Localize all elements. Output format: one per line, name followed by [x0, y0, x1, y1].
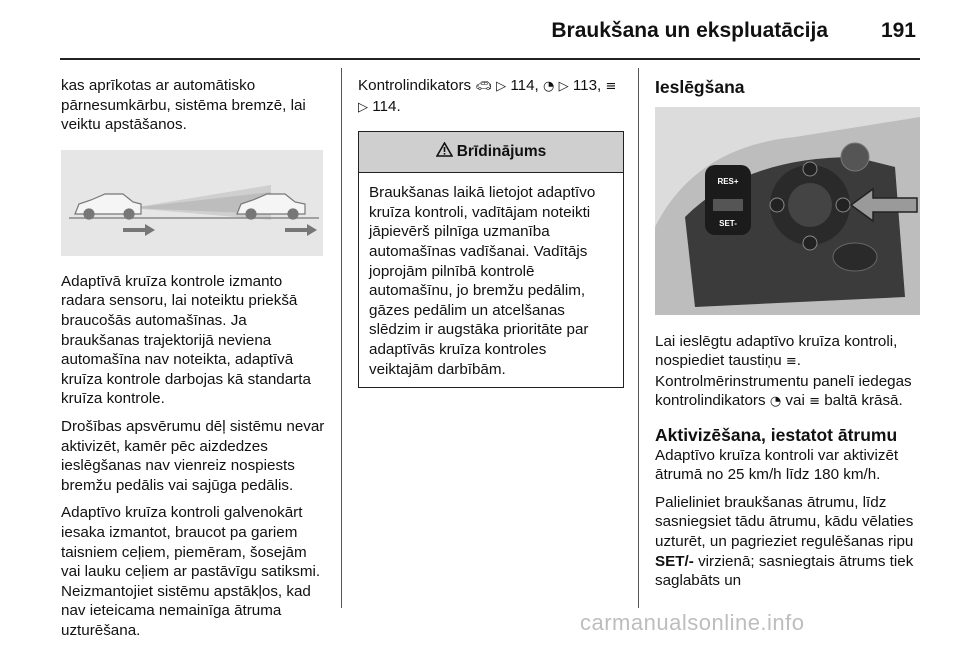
adaptive-cruise-icon: ≡ — [605, 79, 617, 94]
column-left — [61, 76, 327, 648]
page-reference-icon: ▷ — [558, 79, 569, 94]
warning-box — [358, 131, 624, 388]
limiter-button — [833, 243, 877, 271]
steering-wheel-controls-photo — [655, 107, 920, 315]
page-number: 191 — [880, 19, 916, 42]
paragraph: Adaptīvā kruīza kontrole izmanto radara sensoru, lai noteiktu priekšā braucošās automašīnas. Ja braukšanas trajektorijā neviena automašīna nav noteikta, adaptīvā kruīza kontrole darbojas kā standarta kruīza kontrole. — [61, 272, 311, 408]
adaptive-cruise-icon: ≡ — [785, 354, 797, 370]
car-behind-icon — [75, 194, 141, 219]
paragraph: Adaptīvo kruīza kontroli galvenokārt iesaka izmantot, braucot pa gariem taisniem ceļiem, piemēram, šosejām vai lauku ceļiem ar pastāvīgu satiksmi. Neizmantojiet sistēmu apstākļos, kad nav ieteicama nemainīga ātruma uzturēšana. — [61, 504, 321, 639]
page-reference-icon: ▷ — [358, 99, 368, 115]
column-right — [655, 76, 923, 599]
column-middle — [358, 76, 624, 388]
set-minus-label: SET- — [719, 218, 737, 228]
radar-illustration — [61, 150, 323, 256]
cruise-icon: ◔ — [769, 394, 782, 410]
paragraph: Drošības apsvērumu dēļ sistēmu nevar aktivizēt, kamēr pēc aizdedzes ieslēgšanas nav vienreiz nospiests bremžu pedālis vai sajūga pedālis. — [61, 417, 325, 494]
paragraph: Adaptīvo kruīza kontroli var aktivizēt ātrumā no 25 km/h līdz 180 km/h. — [655, 446, 899, 484]
heading-ieslegsana: Ieslēgšana — [655, 77, 745, 97]
watermark: carmanualsonline.info — [580, 610, 805, 635]
res-plus-label: RES+ — [717, 176, 739, 186]
warning-header — [359, 132, 623, 173]
car-icon: 🚗︎ — [475, 79, 492, 94]
adaptive-cruise-icon: ≡ — [809, 394, 820, 410]
section-title: Braukšana un ekspluatācija — [551, 19, 828, 42]
column-divider — [341, 68, 342, 608]
paragraph: Palieliniet braukšanas ātrumu, līdz sasniegsiet tādu ātrumu, kādu vēlaties uzturēt, un pagrieziet regulēšanas ripu SET/- virzienā; sasniegtais ātrums tiek saglabāts un — [655, 493, 914, 590]
page-header — [0, 0, 960, 62]
warning-triangle-icon — [436, 142, 453, 163]
indicator-reference: Kontrolindikators 🚗︎ ▷ 114, ◔ ▷ 113, ≡ ▷ 114. — [358, 77, 617, 115]
paragraph: kas aprīkotas ar automātisko pārnesumkārbu, sistēma bremzē, lai veiktu apstāšanos. — [61, 77, 306, 134]
set-minus-reference: SET/- — [655, 552, 694, 570]
direction-arrow-icon — [123, 224, 155, 236]
warning-text: Braukšanas laikā lietojot adaptīvo kruīza kontroli, vadītājam noteikti jāpievērš pilnīga uzmanība automašīnas vadīšanai. Vadītājs joprojām pilnībā kontrolē automašīnu, jo bremžu pedālim, gāzes pedālim un atcelšanas slēdzim ir augstāka prioritāte par adaptīvās kruīza kontroles veiktajām darbībām. — [369, 184, 596, 378]
cruise-icon: ◔ — [543, 79, 555, 94]
adaptive-cruise-button-icon — [836, 198, 850, 212]
warning-title: Brīdinājums — [456, 143, 547, 161]
header-rule — [60, 58, 920, 60]
heading-aktivizesana: Aktivizēšana, iestatot ātrumu — [655, 424, 898, 445]
column-divider — [638, 68, 639, 608]
paragraph: Lai ieslēgtu adaptīvo kruīza kontroli, nospiediet taustiņu ≡. Kontrolmērinstrumentu panelī iedegas kontrolindikators ◔ vai ≡ baltā krāsā. — [655, 332, 912, 410]
direction-arrow-icon — [285, 224, 317, 236]
page-reference-icon: ▷ — [496, 79, 507, 94]
